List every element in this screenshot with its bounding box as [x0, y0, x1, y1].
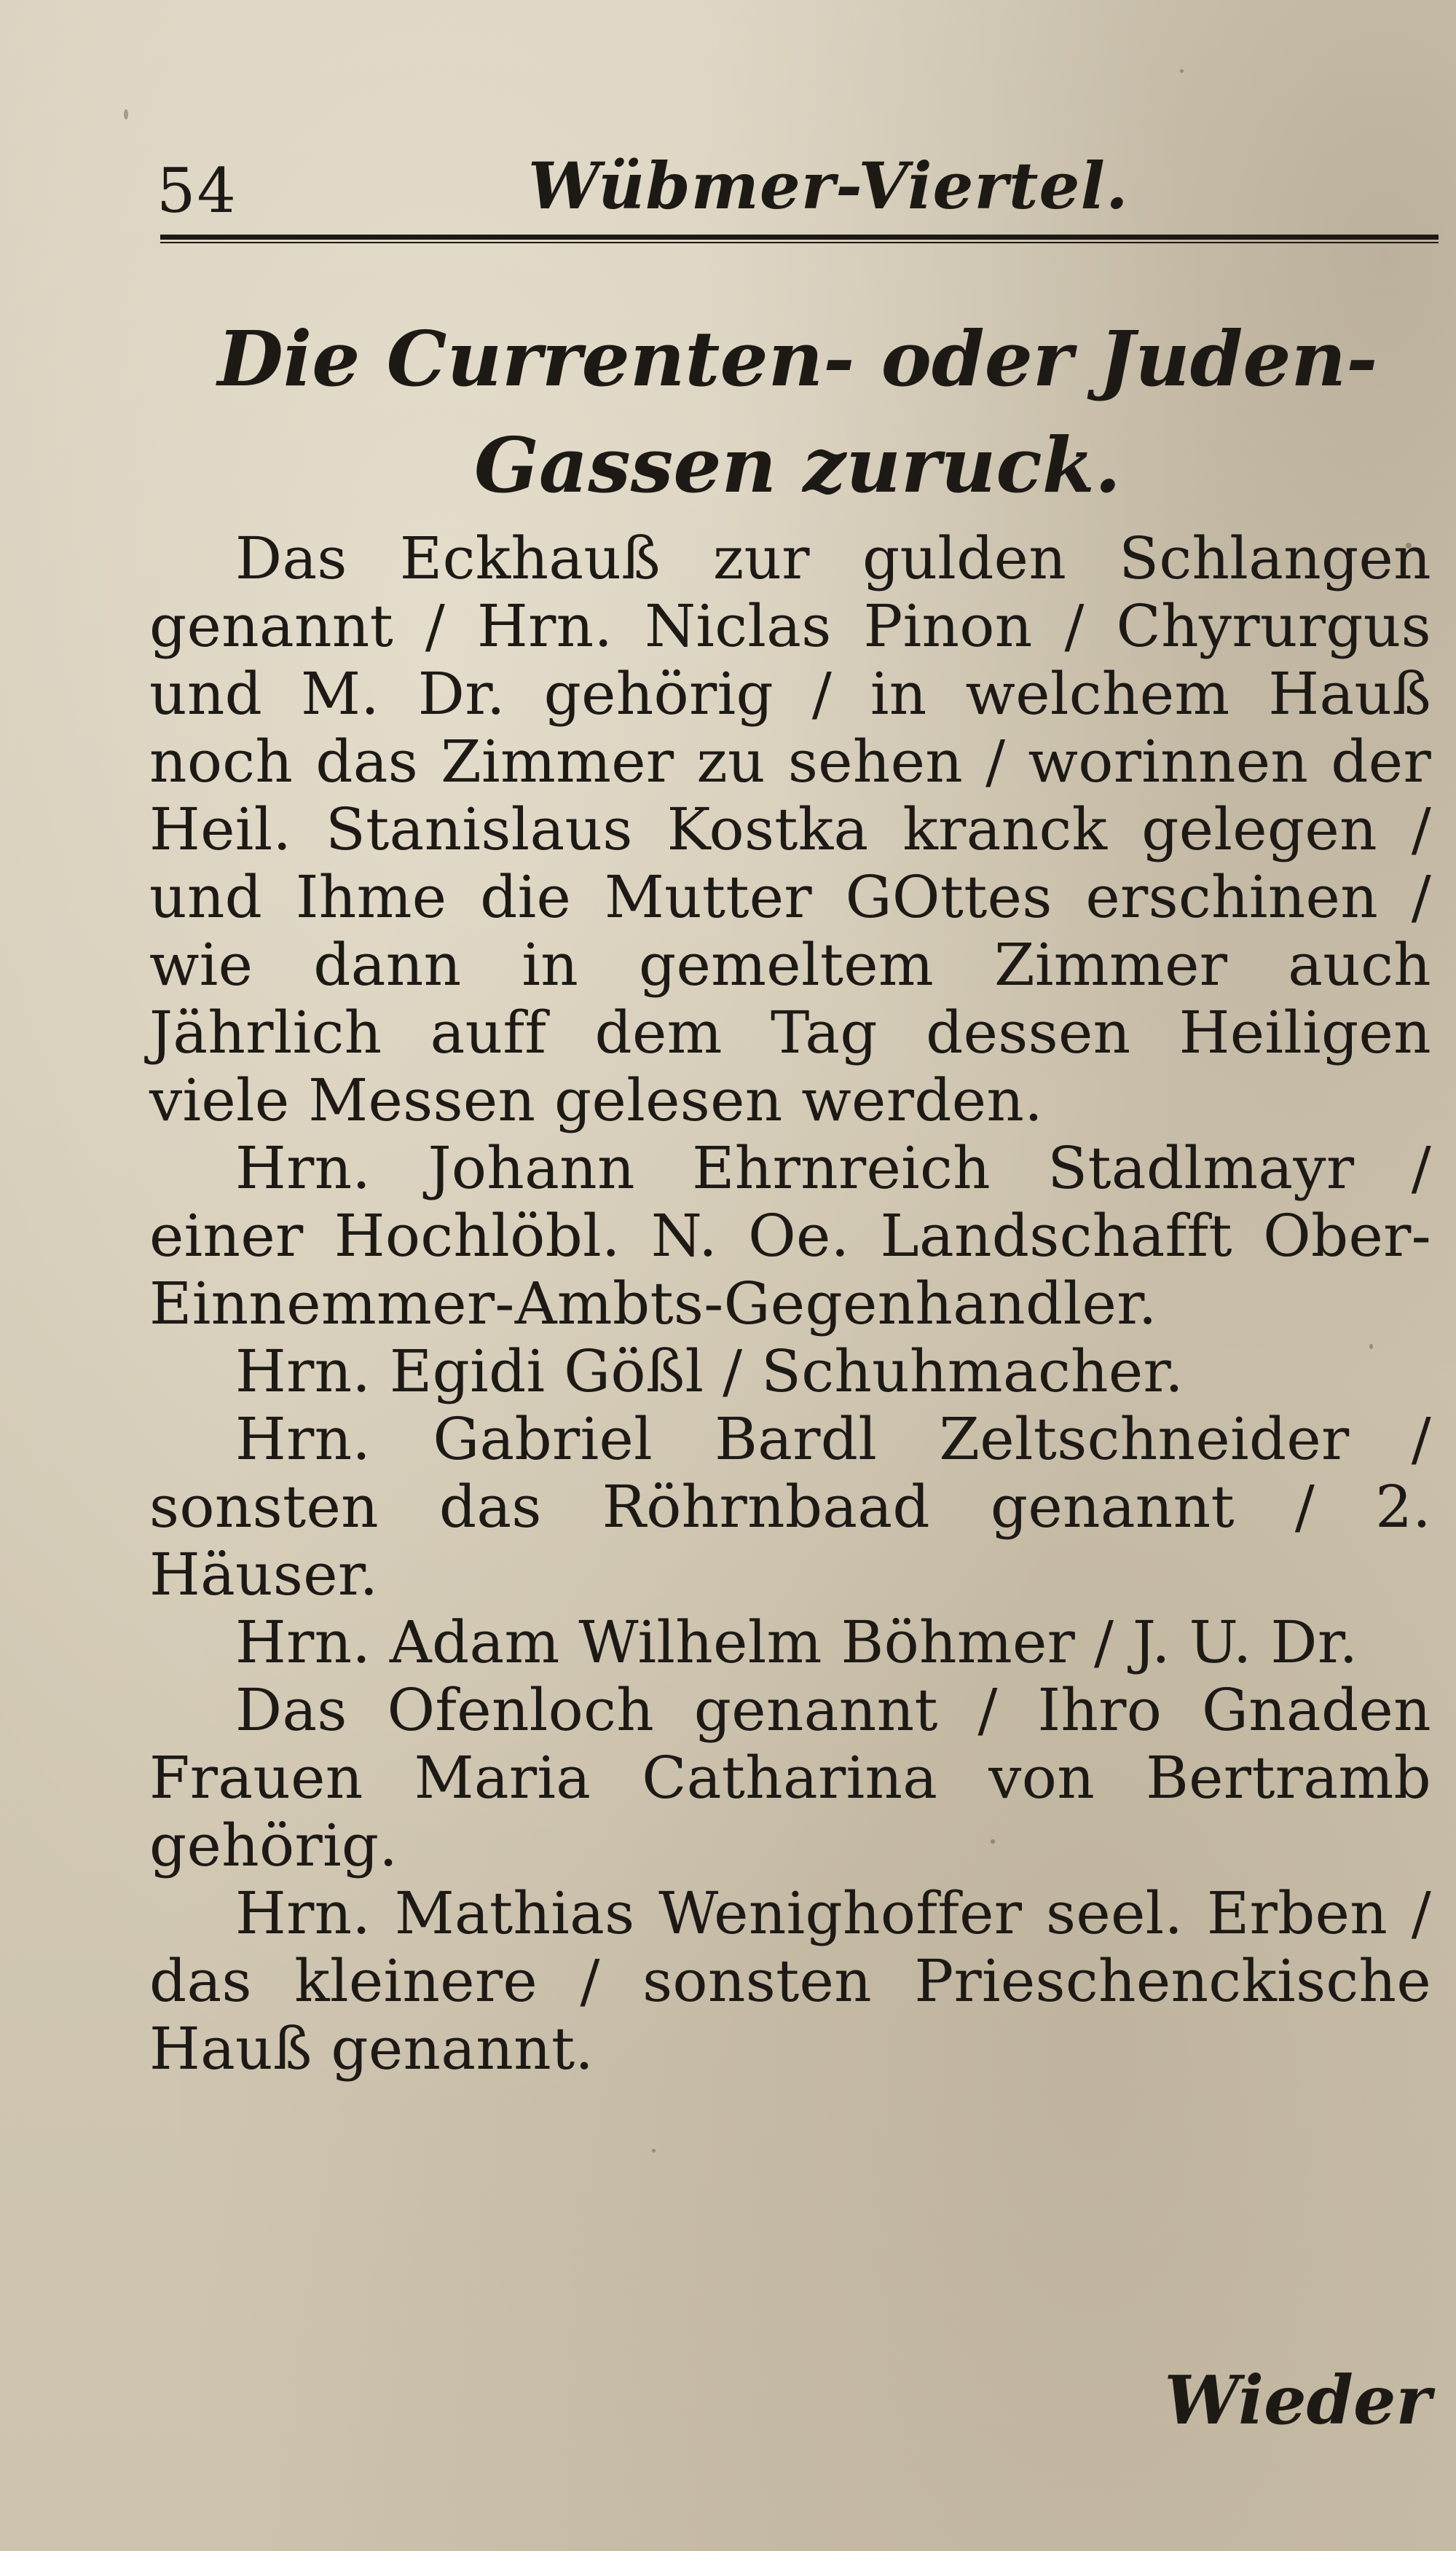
header-rule	[160, 235, 1439, 243]
entry-boehmer: Hrn. Adam Wilhelm Böhmer / J. U. Dr.	[235, 1608, 1358, 1676]
entry-bardl: Hrn. Gabriel Bardl Zeltschneider / sonsten das Röhrnbaad genannt / 2. Häuser.	[149, 1405, 1431, 1608]
running-head	[157, 146, 1439, 226]
entry-eckhaus: Das Eckhauß zur gulden Schlangen genannt / Hrn. Niclas Pinon / Chyrurgus und M. Dr. gehörig / in welchem Hauß noch das Zimmer zu sehen / worinnen der Heil. Stanislaus Kostka kranck gelegen / und Ihme die Mutter GOttes erschinen / wie dann in gemeltem Zimmer auch Jährlich auff dem Tag dessen Heiligen viele Messen gelesen werden.	[149, 524, 1431, 1134]
paper-speck	[124, 109, 128, 119]
page-number: 54	[157, 155, 237, 227]
paper-speck	[652, 2149, 656, 2153]
entry-wenighoffer: Hrn. Mathias Wenighoffer seel. Erben / das kleinere / sonsten Prieschenckische Hauß genannt.	[149, 1879, 1431, 2083]
entry-stadlmayr: Hrn. Johann Ehrnreich Stadlmayr / einer Hochlöbl. N. Oe. Landschafft Ober-Einnemmer-Ambts-Gegenhandler.	[149, 1134, 1431, 1337]
entry-ofenloch: Das Ofenloch genannt / Ihro Gnaden Frauen Maria Catharina von Bertramb gehörig.	[149, 1676, 1431, 1879]
catchword: Wieder	[1164, 2361, 1431, 2440]
paper-speck	[1180, 69, 1184, 73]
entry-list	[149, 524, 1431, 2083]
running-title: Wübmer-Viertel.	[528, 148, 1129, 224]
entry-goessl: Hrn. Egidi Gößl / Schuhmacher.	[235, 1337, 1184, 1405]
section-heading: Die Currenten- oder Juden-Gassen zuruck.	[217, 314, 1378, 510]
